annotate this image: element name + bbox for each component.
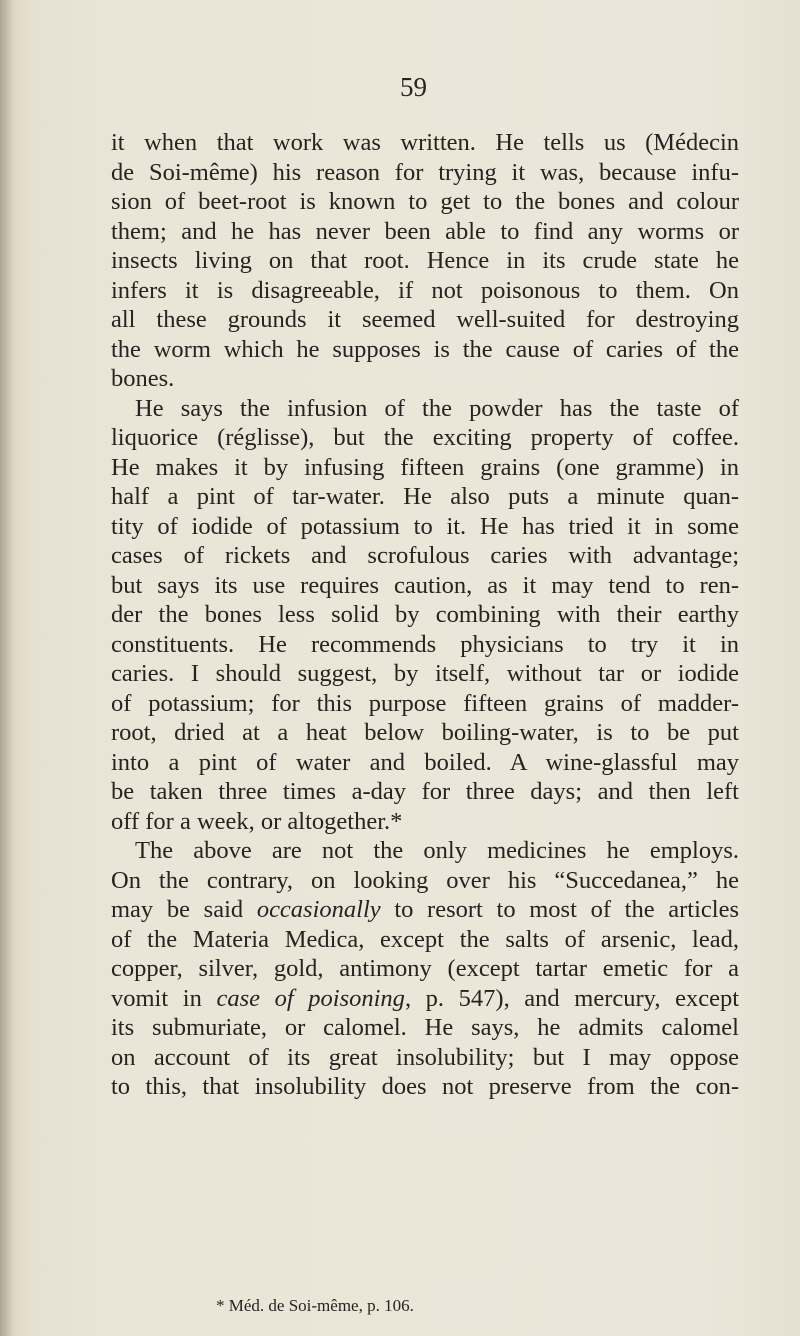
text-line: The above are not the only medicines he employs.	[135, 837, 739, 864]
text-line: it when that work was written. He tells us (Médecin	[111, 129, 739, 156]
text-line: into a pint of water and boiled. A wine-glassful may	[111, 748, 739, 776]
text-line: the worm which he supposes is the cause of caries of the	[111, 335, 739, 363]
text-line: sion of beet-root is known to get to the bones and colour	[111, 188, 739, 215]
text-line: constituents. He recommends physicians to try it in	[111, 630, 739, 658]
text-line: bones.	[111, 365, 175, 392]
text-line: to this, that insolubility does not preserve from the con-	[111, 1073, 739, 1100]
text-line: its submuriate, or calomel. He says, he admits calomel	[111, 1014, 739, 1041]
page-number: 59	[400, 72, 427, 102]
text-line: de Soi-même) his reason for trying it was, because infu-	[111, 158, 739, 186]
text-line: of the Materia Medica, except the salts of arsenic, lead,	[111, 925, 739, 953]
text-line: On the contrary, on looking over his “Succedanea,” he	[111, 866, 739, 894]
text-line: on account of its great insolubility; but I may oppose	[111, 1043, 739, 1071]
text-line: He makes it by infusing fifteen grains (one gramme) in	[111, 453, 739, 481]
text-line: der the bones less solid by combining with their earthy	[111, 601, 739, 628]
text-line: insects living on that root. Hence in its crude state he	[111, 247, 739, 274]
text-line: liquorice (réglisse), but the exciting property of coffee.	[111, 424, 739, 451]
text-line: them; and he has never been able to find any worms or	[111, 217, 739, 245]
text-line: tity of iodide of potassium to it. He has tried it in some	[111, 512, 739, 540]
text-line: but says its use requires caution, as it may tend to ren-	[111, 571, 739, 599]
footnote: * Méd. de Soi-même, p. 106.	[216, 1296, 414, 1315]
body-text	[111, 128, 739, 1102]
text-line: of potassium; for this purpose fifteen grains of madder-	[111, 689, 739, 717]
binding-shadow	[0, 0, 14, 1336]
text-line: be taken three times a-day for three days; and then left	[111, 778, 739, 805]
text-line: infers it is disagreeable, if not poisonous to them. On	[111, 276, 739, 304]
text-line: off for a week, or altogether.*	[111, 807, 403, 835]
text-line: copper, silver, gold, antimony (except tartar emetic for a	[111, 955, 739, 982]
text-line: all these grounds it seemed well-suited for destroying	[111, 306, 739, 333]
text-line: root, dried at a heat below boiling-water, is to be put	[111, 719, 739, 746]
text-line: He says the infusion of the powder has the taste of	[135, 394, 739, 422]
text-line: caries. I should suggest, by itself, without tar or iodide	[111, 660, 739, 687]
text-line: may be said occasionally to resort to most of the articles	[111, 896, 739, 923]
text-line: cases of rickets and scrofulous caries with advantage;	[111, 542, 739, 569]
text-line: half a pint of tar-water. He also puts a minute quan-	[111, 483, 739, 510]
text-line: vomit in case of poisoning, p. 547), and mercury, except	[111, 984, 739, 1012]
